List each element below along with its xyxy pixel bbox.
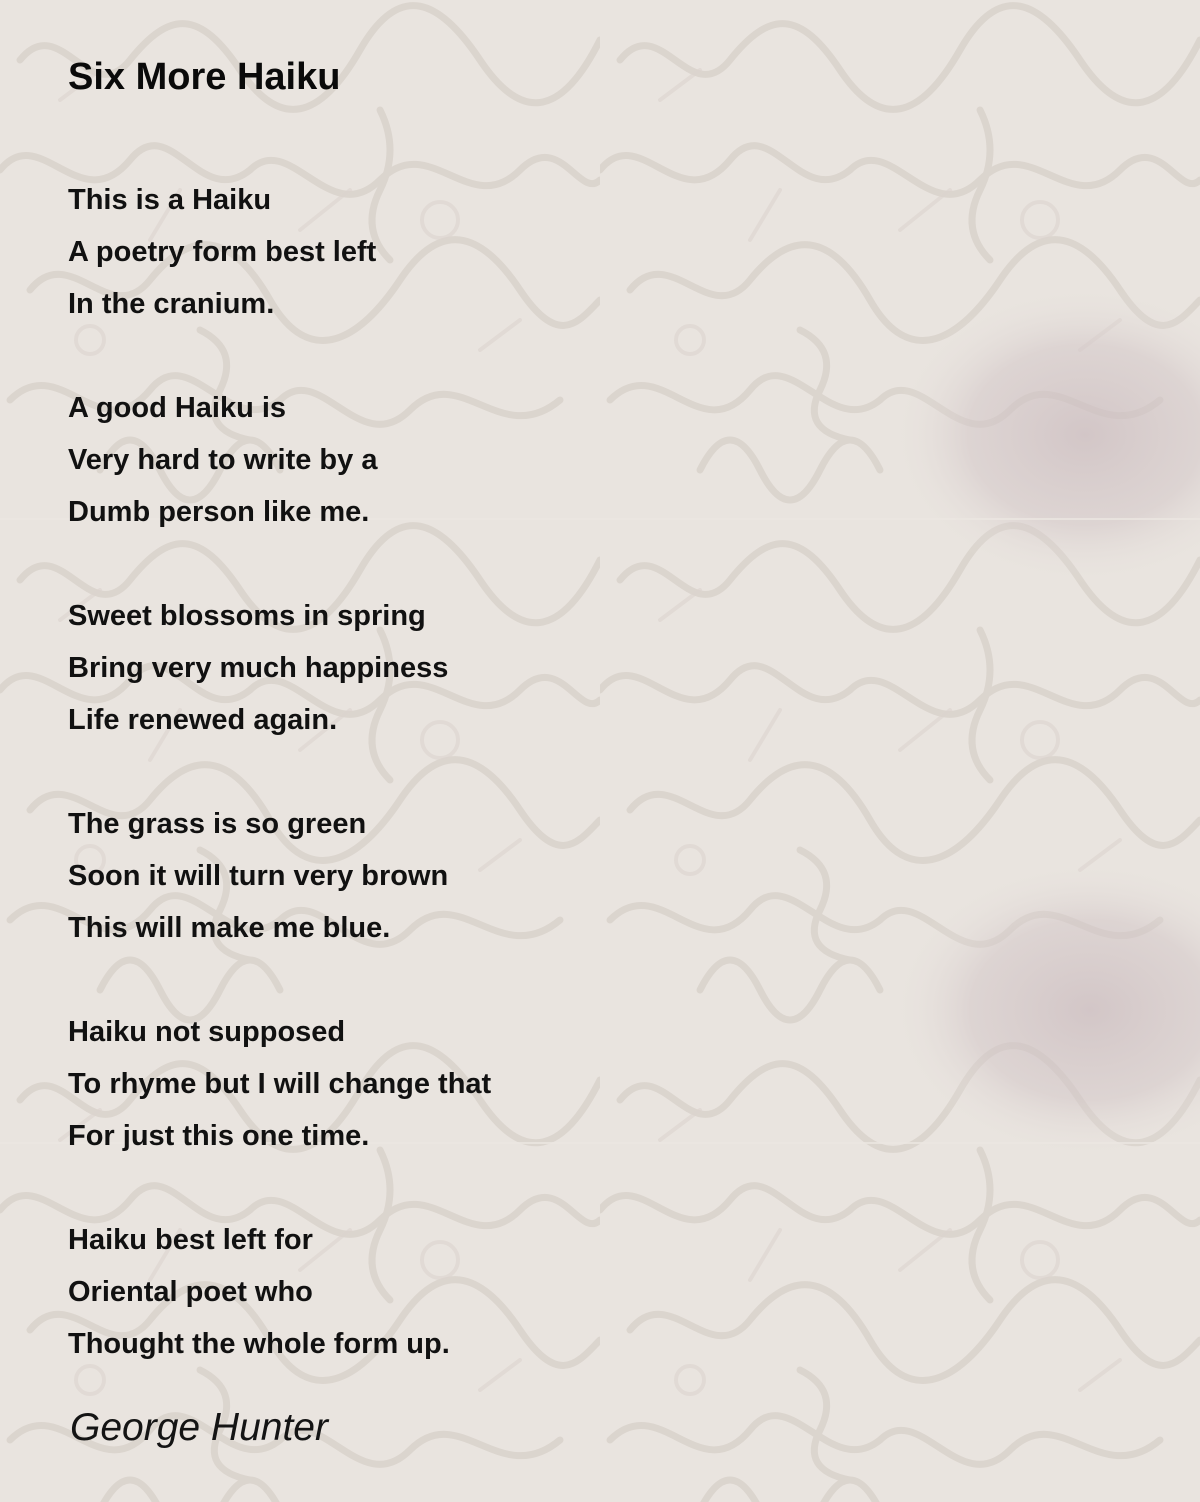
stanza bbox=[68, 174, 1148, 330]
stanza bbox=[68, 798, 1148, 954]
poem-line: Very hard to write by a bbox=[68, 444, 378, 476]
poem-line: Soon it will turn very brown bbox=[68, 860, 449, 892]
poem-line: A good Haiku is bbox=[68, 392, 287, 424]
poem-line: Haiku not supposed bbox=[68, 1016, 346, 1048]
poem-line: Bring very much happiness bbox=[68, 652, 449, 684]
poem-line: For just this one time. bbox=[68, 1120, 370, 1152]
poem-title: Six More Haiku bbox=[68, 56, 341, 98]
stanza bbox=[68, 1214, 1148, 1370]
poem-line: Oriental poet who bbox=[68, 1276, 313, 1308]
poem-line: In the cranium. bbox=[68, 288, 275, 320]
poem-line: This will make me blue. bbox=[68, 912, 391, 944]
poem-line: Dumb person like me. bbox=[68, 496, 370, 528]
poem-line: A poetry form best left bbox=[68, 236, 377, 268]
poem-line: Thought the whole form up. bbox=[68, 1328, 450, 1360]
poem-line: Haiku best left for bbox=[68, 1224, 313, 1256]
poem-line: The grass is so green bbox=[68, 808, 367, 840]
poem-line: This is a Haiku bbox=[68, 184, 272, 216]
stanza bbox=[68, 590, 1148, 746]
stanza bbox=[68, 382, 1148, 538]
poem-line: Sweet blossoms in spring bbox=[68, 600, 426, 632]
poem-line: To rhyme but I will change that bbox=[68, 1068, 492, 1100]
poem-author: George Hunter bbox=[70, 1406, 328, 1449]
stanza bbox=[68, 1006, 1148, 1162]
poem-line: Life renewed again. bbox=[68, 704, 338, 736]
poem-content bbox=[68, 50, 1148, 1450]
poem-body bbox=[68, 174, 1148, 1370]
